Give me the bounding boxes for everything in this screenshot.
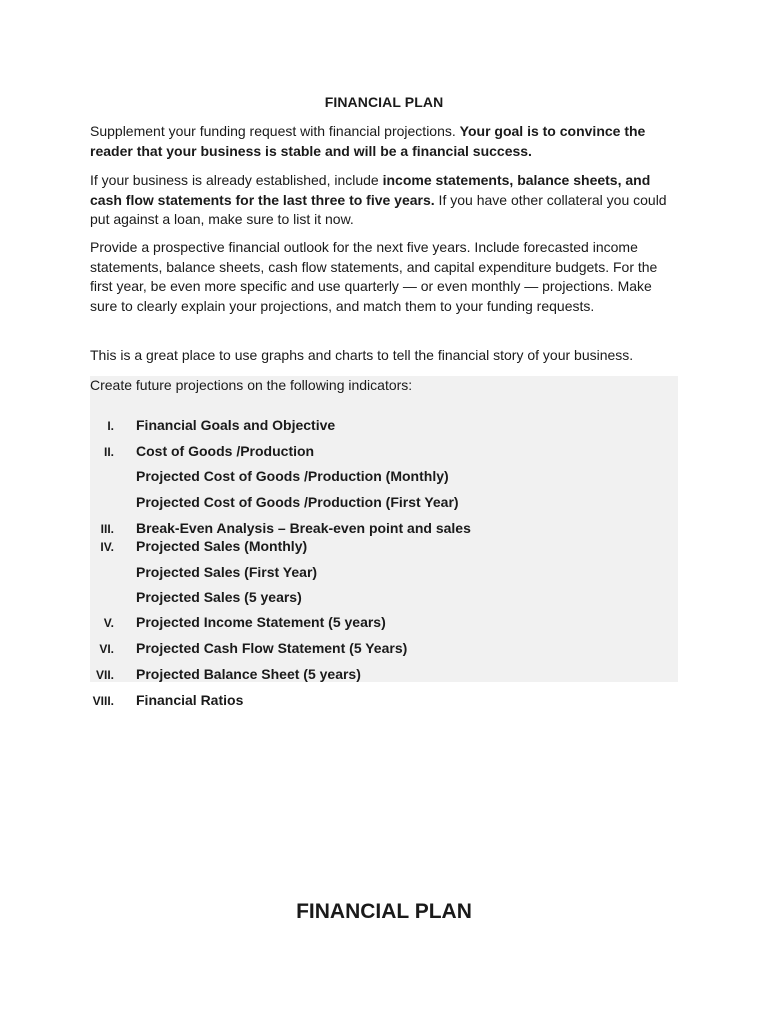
paragraph-graphs: This is a great place to use graphs and charts to tell the financial story of your business.	[90, 347, 634, 363]
list-item	[0, 666, 768, 686]
list-item-label: Cost of Goods /Production	[136, 443, 315, 459]
list-item-label: Projected Cash Flow Statement (5 Years)	[136, 640, 408, 656]
list-item	[0, 692, 768, 712]
paragraph-intro	[90, 122, 680, 161]
list-item-number: VIII.	[92, 694, 114, 708]
list-item-label: Projected Sales (5 years)	[136, 589, 302, 605]
list-item	[0, 564, 768, 584]
paragraph-established-text-2: If you have other collateral you could put against a loan, make sure to list it now.	[90, 191, 667, 227]
list-item	[0, 589, 768, 609]
list-item-number: II.	[103, 445, 114, 459]
list-item-label: Financial Goals and Objective	[136, 417, 336, 433]
list-item-number: V.	[103, 616, 114, 630]
paragraph-established-text: If your business is already established, include	[90, 172, 383, 188]
list-item	[0, 614, 768, 634]
paragraph-outlook: Provide a prospective financial outlook for the next five years. Include forecasted income statements, balance sheets, cash flow statements, and capital expenditure budgets. For the first year, be even more specific and use quarterly — or even monthly — projections. Make sure to clearly explain your projections, and match them to your funding requests.	[90, 239, 658, 314]
list-item	[0, 443, 768, 463]
list-item	[0, 417, 768, 437]
list-item	[0, 468, 768, 488]
list-item-label: Projected Sales (Monthly)	[136, 538, 308, 554]
list-item	[0, 538, 768, 558]
paragraph-established-bold: income statements, balance sheets, and cash flow statements for the last three to five years.	[90, 172, 651, 208]
paragraph-intro-bold: Your goal is to convince the reader that your business is stable and will be a financial success.	[90, 123, 646, 159]
paragraph-intro-text: Supplement your funding request with financial projections.	[90, 123, 460, 139]
paragraph-indicators-intro: Create future projections on the following indicators:	[90, 377, 413, 393]
list-item	[0, 520, 768, 540]
list-item-label: Projected Balance Sheet (5 years)	[136, 666, 361, 682]
list-item-label: Projected Cost of Goods /Production (First Year)	[136, 494, 459, 510]
footer-title: FINANCIAL PLAN	[296, 900, 472, 923]
page-title: FINANCIAL PLAN	[324, 94, 444, 110]
list-item-number: IV.	[100, 540, 114, 554]
list-item-number: III.	[100, 522, 114, 536]
list-item-number: I.	[107, 419, 114, 433]
paragraph-established	[90, 171, 680, 230]
list-item-label: Projected Cost of Goods /Production (Monthly)	[136, 468, 449, 484]
list-item-label: Projected Sales (First Year)	[136, 564, 318, 580]
list-item	[0, 640, 768, 660]
list-item	[0, 494, 768, 514]
list-item-number: VI.	[99, 642, 114, 656]
list-item-label: Financial Ratios	[136, 692, 244, 708]
list-item-label: Break-Even Analysis – Break-even point and sales	[136, 520, 471, 536]
list-item-number: VII.	[95, 668, 114, 682]
list-item-label: Projected Income Statement (5 years)	[136, 614, 386, 630]
